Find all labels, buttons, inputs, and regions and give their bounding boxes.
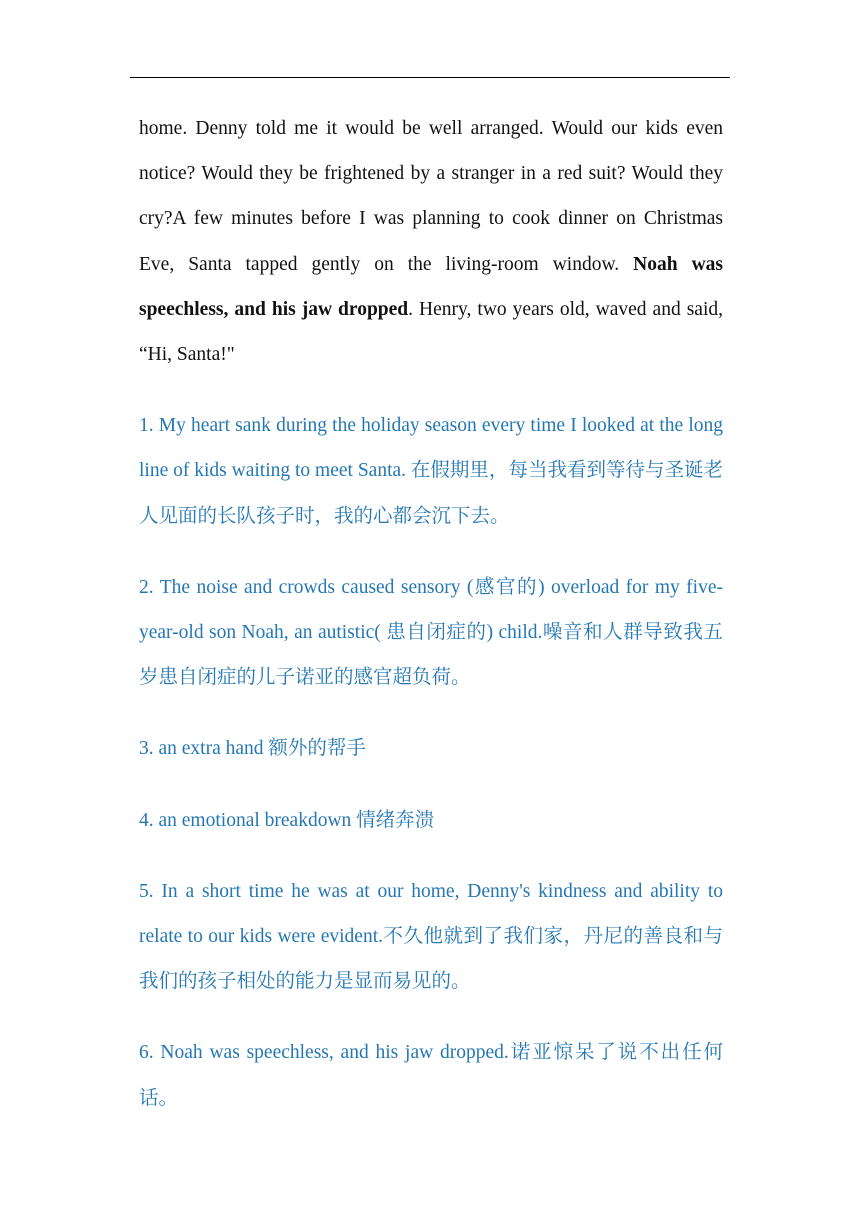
story-text-part1: home. Denny told me it would be well arranged. Would our kids even notice? Would they be frightened by a stranger in a red suit? Would they cry?A few minutes before I was planning to cook dinner on Christmas Eve, Santa tapped gently on the living-room window. — [139, 118, 723, 275]
note-2: 2. The noise and crowds caused sensory (感官的) overload for my five-year-old son Noah, an autistic( 患自闭症的) child.噪音和人群导致我五岁患自闭症的儿子诺亚的感官超负荷。 — [139, 576, 723, 689]
note-1: 1. My heart sank during the holiday season every time I looked at the long line of kids waiting to meet Santa. 在假期里，每当我看到等待与圣诞老人见面的长队孩子时，我的心都会沉下去。 — [139, 415, 723, 527]
note-4: 4. an emotional breakdown 情绪奔溃 — [139, 809, 435, 831]
note-6: 6. Noah was speechless, and his jaw dropped.诺亚惊呆了说不出任何话。 — [139, 1042, 723, 1109]
note-3: 3. an extra hand 额外的帮手 — [139, 738, 366, 760]
story-paragraph — [139, 106, 723, 377]
document-body — [139, 106, 723, 1121]
story-bold-phrase: Noah was speechless, and his jaw dropped — [139, 253, 723, 320]
header-rule — [130, 77, 730, 78]
story-text-part2: . Henry, two years old, waved and said, “Hi, Santa!" — [139, 298, 724, 366]
note-5: 5. In a short time he was at our home, Denny's kindness and ability to relate to our kids were evident.不久他就到了我们家，丹尼的善良和与我们的孩子相处的能力是显而易见的。 — [139, 880, 723, 993]
